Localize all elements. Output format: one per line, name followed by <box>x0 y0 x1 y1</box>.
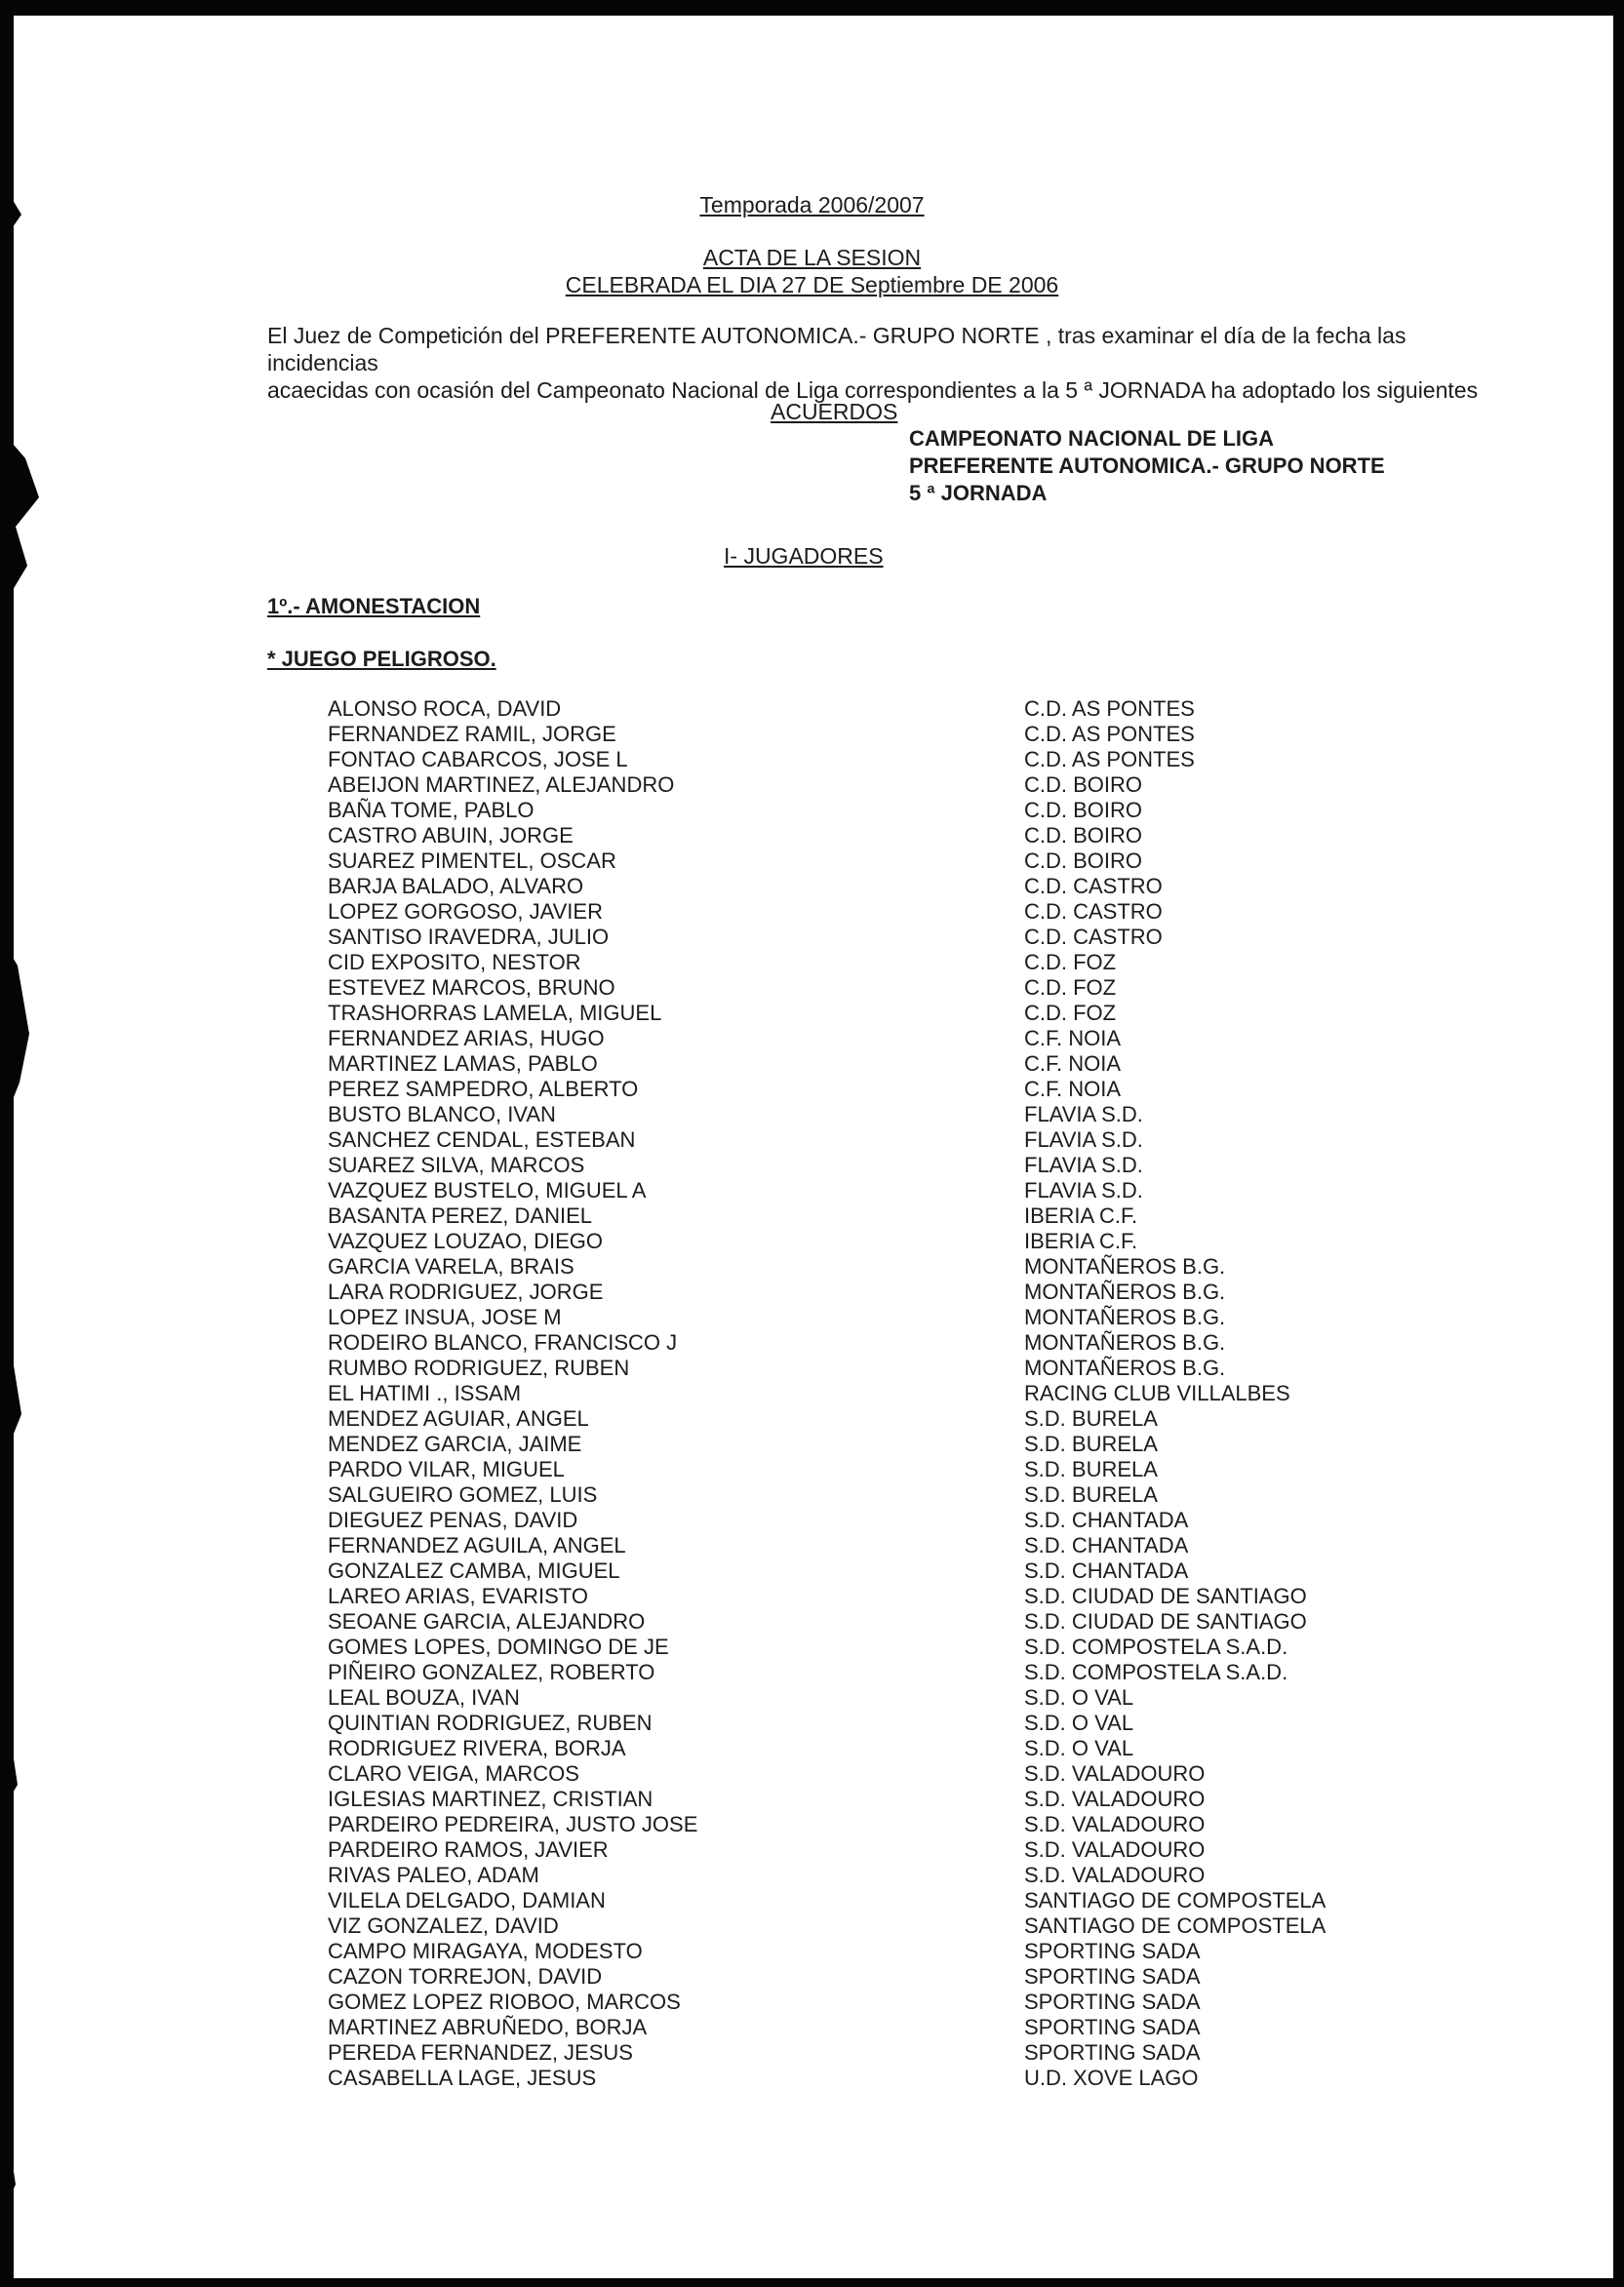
player-team: MONTAÑEROS B.G. <box>1024 1280 1226 1304</box>
player-row <box>328 1077 1401 1102</box>
player-team: C.D. AS PONTES <box>1024 696 1195 721</box>
player-row <box>328 1178 1401 1203</box>
player-team: C.D. BOIRO <box>1024 798 1143 822</box>
player-team: IBERIA C.F. <box>1024 1229 1138 1253</box>
player-row <box>328 1964 1401 1990</box>
season-title: Temporada 2006/2007 <box>699 192 925 217</box>
player-team: C.F. NOIA <box>1024 1077 1122 1101</box>
player-row <box>328 1660 1401 1685</box>
player-team: MONTAÑEROS B.G. <box>1024 1254 1226 1279</box>
player-team: SPORTING SADA <box>1024 2015 1201 2039</box>
player-row <box>328 1558 1401 1584</box>
player-row <box>328 1102 1401 1127</box>
acta-date: CELEBRADA EL DIA 27 DE Septiembre DE 2006 <box>565 272 1059 297</box>
competition-line-1: CAMPEONATO NACIONAL DE LIGA <box>909 426 1275 451</box>
player-name: CID EXPOSITO, NESTOR <box>328 950 581 974</box>
player-name: VILELA DELGADO, DAMIAN <box>328 1888 606 1912</box>
competition-line-3: 5 ª JORNADA <box>909 481 1048 505</box>
player-name: MENDEZ AGUIAR, ANGEL <box>328 1406 589 1431</box>
player-team: MONTAÑEROS B.G. <box>1024 1330 1226 1355</box>
player-row <box>328 1761 1401 1787</box>
player-name: CLARO VEIGA, MARCOS <box>328 1761 579 1786</box>
player-row <box>328 899 1401 925</box>
player-team: C.D. CASTRO <box>1024 925 1163 949</box>
player-name: LAREO ARIAS, EVARISTO <box>328 1584 588 1608</box>
player-row <box>328 2040 1401 2066</box>
competition-block <box>909 425 1385 507</box>
player-name: LARA RODRIGUEZ, JORGE <box>328 1280 604 1304</box>
player-row <box>328 1863 1401 1888</box>
player-row <box>328 1381 1401 1406</box>
player-name: GOMES LOPES, DOMINGO DE JE <box>328 1635 669 1659</box>
player-team: FLAVIA S.D. <box>1024 1178 1143 1203</box>
player-row <box>328 1330 1401 1356</box>
player-team: S.D. COMPOSTELA S.A.D. <box>1024 1635 1288 1659</box>
player-name: SANCHEZ CENDAL, ESTEBAN <box>328 1127 636 1152</box>
player-name: IGLESIAS MARTINEZ, CRISTIAN <box>328 1787 654 1811</box>
acuerdos-heading: ACUERDOS <box>771 399 898 424</box>
player-row <box>328 1812 1401 1837</box>
player-team: C.D. CASTRO <box>1024 899 1163 924</box>
player-name: ESTEVEZ MARCOS, BRUNO <box>328 975 615 1000</box>
player-name: SALGUEIRO GOMEZ, LUIS <box>328 1482 598 1507</box>
players-list <box>328 696 1401 2091</box>
player-team: SANTIAGO DE COMPOSTELA <box>1024 1888 1327 1912</box>
player-row <box>328 823 1401 848</box>
player-name: VIZ GONZALEZ, DAVID <box>328 1913 559 1938</box>
player-name: LOPEZ INSUA, JOSE M <box>328 1305 562 1329</box>
player-row <box>328 1406 1401 1432</box>
player-name: FONTAO CABARCOS, JOSE L <box>328 747 628 771</box>
player-name: SUAREZ SILVA, MARCOS <box>328 1153 585 1177</box>
player-row <box>328 1837 1401 1863</box>
player-name: LEAL BOUZA, IVAN <box>328 1685 520 1710</box>
player-name: PARDEIRO PEDREIRA, JUSTO JOSE <box>328 1812 698 1836</box>
player-name: MENDEZ GARCIA, JAIME <box>328 1432 582 1456</box>
player-team: C.D. BOIRO <box>1024 848 1143 873</box>
player-row <box>328 1026 1401 1051</box>
player-team: FLAVIA S.D. <box>1024 1102 1143 1126</box>
player-team: C.F. NOIA <box>1024 1026 1122 1050</box>
player-team: C.D. AS PONTES <box>1024 747 1195 771</box>
player-name: MARTINEZ ABRUÑEDO, BORJA <box>328 2015 648 2039</box>
player-name: PEREDA FERNANDEZ, JESUS <box>328 2040 633 2065</box>
player-row <box>328 2066 1401 2091</box>
player-row <box>328 1051 1401 1077</box>
player-name: ABEIJON MARTINEZ, ALEJANDRO <box>328 772 675 797</box>
player-name: EL HATIMI ., ISSAM <box>328 1381 522 1405</box>
player-row <box>328 1203 1401 1229</box>
player-team: MONTAÑEROS B.G. <box>1024 1356 1226 1380</box>
player-row <box>328 848 1401 874</box>
player-team: U.D. XOVE LAGO <box>1024 2066 1199 2090</box>
player-row <box>328 1787 1401 1812</box>
player-team: SPORTING SADA <box>1024 2040 1201 2065</box>
player-team: C.D. BOIRO <box>1024 772 1143 797</box>
player-name: ALONSO ROCA, DAVID <box>328 696 562 721</box>
player-name: VAZQUEZ LOUZAO, DIEGO <box>328 1229 603 1253</box>
player-name: LOPEZ GORGOSO, JAVIER <box>328 899 603 924</box>
player-row <box>328 1254 1401 1280</box>
player-row <box>328 1888 1401 1913</box>
player-name: GONZALEZ CAMBA, MIGUEL <box>328 1558 620 1583</box>
player-team: S.D. VALADOURO <box>1024 1863 1206 1887</box>
acta-title: ACTA DE LA SESION <box>702 245 922 270</box>
player-name: PEREZ SAMPEDRO, ALBERTO <box>328 1077 639 1101</box>
player-name: SUAREZ PIMENTEL, OSCAR <box>328 848 616 873</box>
player-name: BARJA BALADO, ALVARO <box>328 874 584 898</box>
player-row <box>328 1457 1401 1482</box>
player-team: SPORTING SADA <box>1024 1939 1201 1963</box>
player-name: FERNANDEZ RAMIL, JORGE <box>328 722 616 746</box>
player-name: RUMBO RODRIGUEZ, RUBEN <box>328 1356 630 1380</box>
player-row <box>328 1482 1401 1508</box>
player-row <box>328 1711 1401 1736</box>
player-name: RODEIRO BLANCO, FRANCISCO J <box>328 1330 678 1355</box>
player-team: C.D. CASTRO <box>1024 874 1163 898</box>
player-team: C.D. AS PONTES <box>1024 722 1195 746</box>
player-name: MARTINEZ LAMAS, PABLO <box>328 1051 598 1076</box>
player-team: RACING CLUB VILLALBES <box>1024 1381 1290 1405</box>
player-row <box>328 798 1401 823</box>
player-team: S.D. CIUDAD DE SANTIAGO <box>1024 1609 1307 1634</box>
player-team: C.F. NOIA <box>1024 1051 1122 1076</box>
player-team: S.D. VALADOURO <box>1024 1787 1206 1811</box>
player-row <box>328 2015 1401 2040</box>
player-name: RODRIGUEZ RIVERA, BORJA <box>328 1736 626 1760</box>
section-heading: I- JUGADORES <box>724 543 884 569</box>
player-row <box>328 1356 1401 1381</box>
intro-line-2: acaecidas con ocasión del Campeonato Nacional de Liga correspondientes a la 5 ª JORNADA ha adoptado los siguientes <box>267 377 1479 403</box>
player-row <box>328 1913 1401 1939</box>
intro-paragraph <box>267 322 1516 404</box>
player-name: SEOANE GARCIA, ALEJANDRO <box>328 1609 646 1634</box>
player-team: S.D. VALADOURO <box>1024 1812 1206 1836</box>
player-team: S.D. O VAL <box>1024 1736 1134 1760</box>
player-team: S.D. VALADOURO <box>1024 1761 1206 1786</box>
player-name: RIVAS PALEO, ADAM <box>328 1863 539 1887</box>
player-name: BASANTA PEREZ, DANIEL <box>328 1203 593 1228</box>
player-name: PARDEIRO RAMOS, JAVIER <box>328 1837 609 1862</box>
player-row <box>328 1305 1401 1330</box>
player-name: TRASHORRAS LAMELA, MIGUEL <box>328 1001 662 1025</box>
player-row <box>328 1990 1401 2015</box>
player-row <box>328 1533 1401 1558</box>
player-team: S.D. CHANTADA <box>1024 1533 1189 1558</box>
player-team: S.D. BURELA <box>1024 1457 1158 1481</box>
player-team: C.D. FOZ <box>1024 950 1117 974</box>
player-row <box>328 696 1401 722</box>
player-team: S.D. CIUDAD DE SANTIAGO <box>1024 1584 1307 1608</box>
player-team: S.D. BURELA <box>1024 1406 1158 1431</box>
player-row <box>328 1609 1401 1635</box>
player-team: SANTIAGO DE COMPOSTELA <box>1024 1913 1327 1938</box>
player-name: BUSTO BLANCO, IVAN <box>328 1102 556 1126</box>
player-team: S.D. BURELA <box>1024 1432 1158 1456</box>
player-team: S.D. COMPOSTELA S.A.D. <box>1024 1660 1288 1684</box>
player-row <box>328 722 1401 747</box>
player-team: S.D. CHANTADA <box>1024 1558 1189 1583</box>
player-row <box>328 950 1401 975</box>
player-team: C.D. FOZ <box>1024 1001 1117 1025</box>
player-name: DIEGUEZ PENAS, DAVID <box>328 1508 578 1532</box>
player-name: PARDO VILAR, MIGUEL <box>328 1457 565 1481</box>
player-team: FLAVIA S.D. <box>1024 1127 1143 1152</box>
player-name: GARCIA VARELA, BRAIS <box>328 1254 574 1279</box>
player-team: MONTAÑEROS B.G. <box>1024 1305 1226 1329</box>
player-row <box>328 772 1401 798</box>
player-row <box>328 1685 1401 1711</box>
player-row <box>328 1584 1401 1609</box>
player-row <box>328 1229 1401 1254</box>
player-name: FERNANDEZ ARIAS, HUGO <box>328 1026 605 1050</box>
player-row <box>328 1939 1401 1964</box>
player-name: BAÑA TOME, PABLO <box>328 798 535 822</box>
player-team: SPORTING SADA <box>1024 1964 1201 1989</box>
player-team: C.D. BOIRO <box>1024 823 1143 848</box>
player-row <box>328 925 1401 950</box>
player-team: C.D. FOZ <box>1024 975 1117 1000</box>
player-row <box>328 874 1401 899</box>
player-team: S.D. O VAL <box>1024 1711 1134 1735</box>
player-row <box>328 1635 1401 1660</box>
player-name: SANTISO IRAVEDRA, JULIO <box>328 925 610 949</box>
competition-line-2: PREFERENTE AUTONOMICA.- GRUPO NORTE <box>909 453 1385 478</box>
player-row <box>328 1127 1401 1153</box>
player-name: CASABELLA LAGE, JESUS <box>328 2066 597 2090</box>
player-team: S.D. CHANTADA <box>1024 1508 1189 1532</box>
player-name: PIÑEIRO GONZALEZ, ROBERTO <box>328 1660 655 1684</box>
player-row <box>328 975 1401 1001</box>
subsection-heading: 1º.- AMONESTACION <box>267 594 481 618</box>
player-team: SPORTING SADA <box>1024 1990 1201 2014</box>
player-row <box>328 1280 1401 1305</box>
player-team: FLAVIA S.D. <box>1024 1153 1143 1177</box>
torn-edge-marks <box>0 0 68 2287</box>
player-name: VAZQUEZ BUSTELO, MIGUEL A <box>328 1178 647 1203</box>
intro-line-1: El Juez de Competición del PREFERENTE AUTONOMICA.- GRUPO NORTE , tras examinar el día de la fecha las incidencias <box>267 323 1406 375</box>
player-team: S.D. O VAL <box>1024 1685 1134 1710</box>
player-team: S.D. BURELA <box>1024 1482 1158 1507</box>
player-name: CAMPO MIRAGAYA, MODESTO <box>328 1939 643 1963</box>
player-row <box>328 1432 1401 1457</box>
player-team: IBERIA C.F. <box>1024 1203 1138 1228</box>
player-team: S.D. VALADOURO <box>1024 1837 1206 1862</box>
player-row <box>328 1508 1401 1533</box>
player-name: CASTRO ABUIN, JORGE <box>328 823 574 848</box>
player-name: FERNANDEZ AGUILA, ANGEL <box>328 1533 626 1558</box>
player-row <box>328 1736 1401 1761</box>
player-name: CAZON TORREJON, DAVID <box>328 1964 603 1989</box>
player-row <box>328 747 1401 772</box>
player-name: GOMEZ LOPEZ RIOBOO, MARCOS <box>328 1990 681 2014</box>
player-name: QUINTIAN RODRIGUEZ, RUBEN <box>328 1711 653 1735</box>
player-row <box>328 1001 1401 1026</box>
category-heading: * JUEGO PELIGROSO. <box>267 647 496 671</box>
player-row <box>328 1153 1401 1178</box>
